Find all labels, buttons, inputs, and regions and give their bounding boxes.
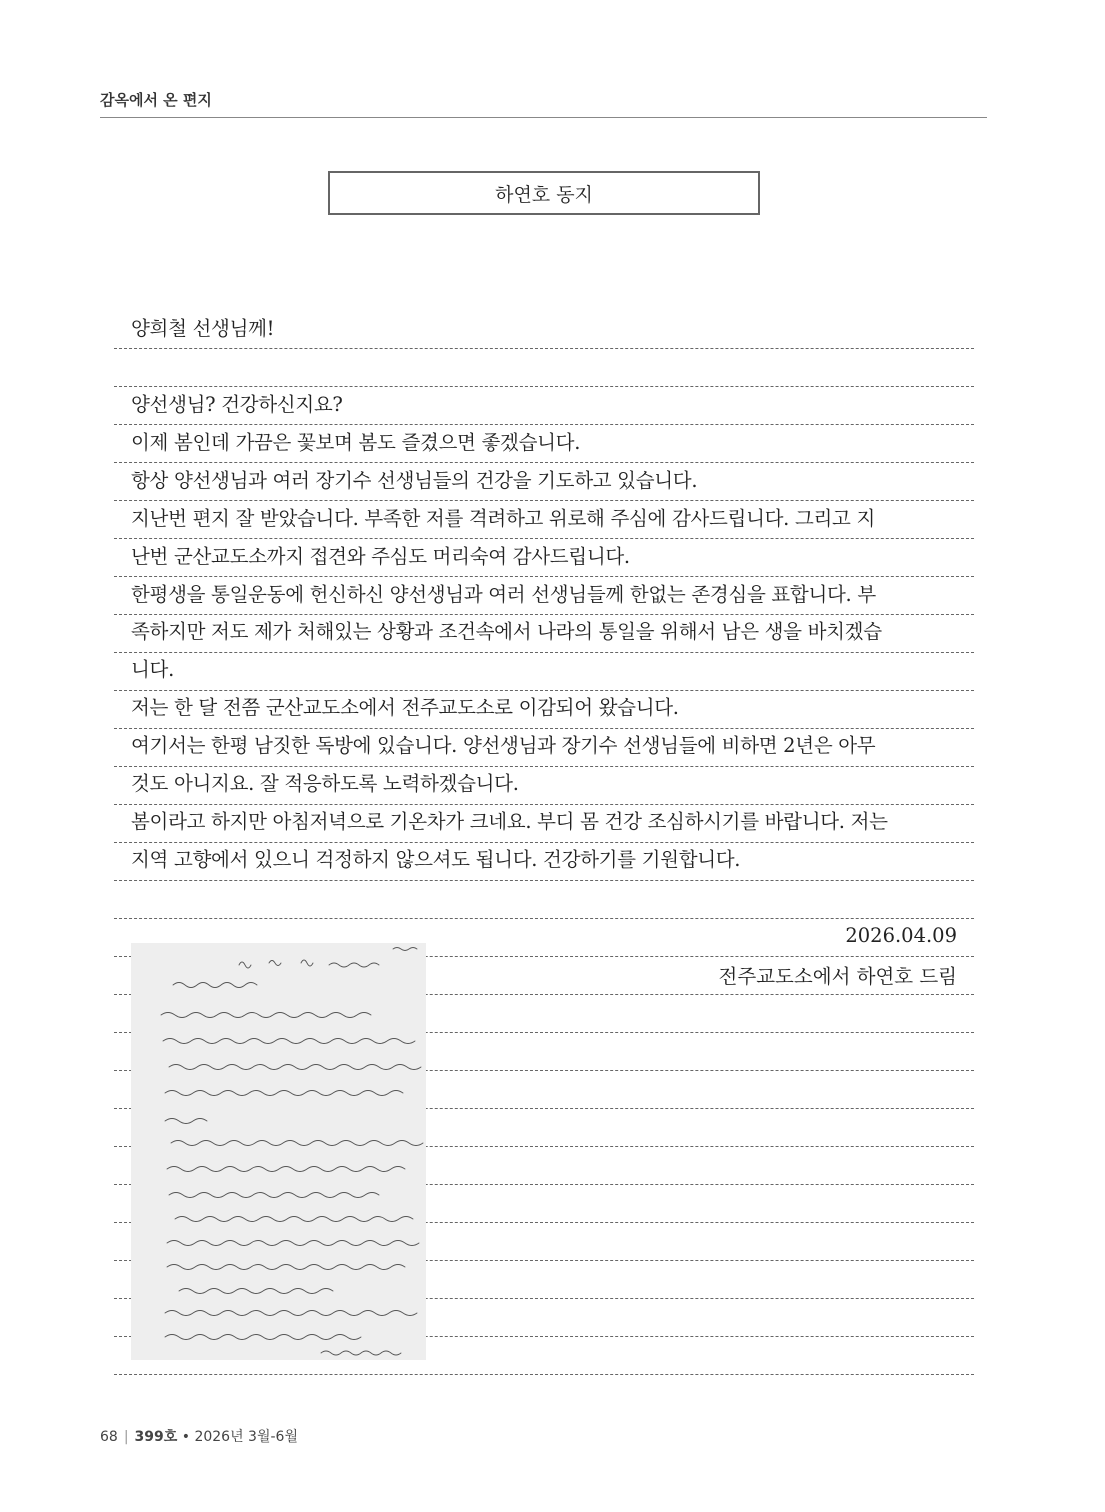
- ruled-line: [114, 842, 974, 843]
- ruled-line: [114, 804, 974, 805]
- letter-date: 2026.04.09: [845, 924, 957, 947]
- letter-signature: 전주교도소에서 하연호 드림: [718, 965, 957, 988]
- page-footer: [100, 1426, 298, 1446]
- letter-line: 항상 양선생님과 여러 장기수 선생님들의 건강을 기도하고 있습니다.: [131, 469, 698, 492]
- ruled-line: [114, 576, 974, 577]
- section-title: 감옥에서 온 편지: [100, 91, 212, 109]
- ruled-line: [114, 1374, 974, 1375]
- letter-line: 족하지만 저도 제가 처해있는 상황과 조건속에서 나라의 통일을 위해서 남은 생을 바치겠습: [131, 620, 882, 643]
- ruled-line: [114, 766, 974, 767]
- ruled-line: [114, 652, 974, 653]
- issue-number: 399호: [134, 1429, 178, 1445]
- issue-period: • 2026년 3월-6월: [181, 1429, 298, 1445]
- letter-line: 것도 아니지요. 잘 적응하도록 노력하겠습니다.: [131, 772, 519, 795]
- page-number: 68: [100, 1429, 118, 1445]
- ruled-line: [114, 880, 974, 881]
- footer-separator: |: [123, 1429, 129, 1445]
- ruled-line: [114, 348, 974, 349]
- ruled-line: [114, 424, 974, 425]
- ruled-line: [114, 728, 974, 729]
- letter-line: 양선생님? 건강하신지요?: [131, 393, 343, 416]
- ruled-line: [114, 690, 974, 691]
- letter-line: 지역 고향에서 있으니 걱정하지 않으셔도 됩니다. 건강하기를 기원합니다.: [131, 848, 741, 871]
- letter-line: 봄이라고 하지만 아침저녁으로 기온차가 크네요. 부디 몸 건강 조심하시기를 바랍니다. 저는: [131, 810, 888, 833]
- letter-line: 니다.: [131, 658, 174, 681]
- letter-line: 지난번 편지 잘 받았습니다. 부족한 저를 격려하고 위로해 주심에 감사드립니다. 그리고 지: [131, 507, 876, 530]
- ruled-line: [114, 500, 974, 501]
- header-rule: [100, 117, 987, 118]
- letter-line: 이제 봄인데 가끔은 꽃보며 봄도 즐겼으면 좋겠습니다.: [131, 431, 581, 454]
- ruled-line: [114, 538, 974, 539]
- author-box: [328, 171, 760, 215]
- letter-line: 여기서는 한평 남짓한 독방에 있습니다. 양선생님과 장기수 선생님들에 비하면 2년은 아무: [131, 734, 876, 757]
- letter-line: 한평생을 통일운동에 헌신하신 양선생님과 여러 선생님들께 한없는 존경심을 표합니다. 부: [131, 583, 876, 606]
- handwritten-letter-scan: [131, 943, 426, 1360]
- letter-line: 난번 군산교도소까지 접견와 주심도 머리숙여 감사드립니다.: [131, 545, 630, 568]
- handwriting-strokes: [131, 943, 426, 1360]
- author-name: 하연호 동지: [495, 183, 593, 206]
- ruled-line: [114, 462, 974, 463]
- ruled-line: [114, 386, 974, 387]
- letter-greeting: 양희철 선생님께!: [131, 317, 275, 340]
- ruled-line: [114, 614, 974, 615]
- letter-line: 저는 한 달 전쯤 군산교도소에서 전주교도소로 이감되어 왔습니다.: [131, 696, 679, 719]
- ruled-line: [114, 918, 974, 919]
